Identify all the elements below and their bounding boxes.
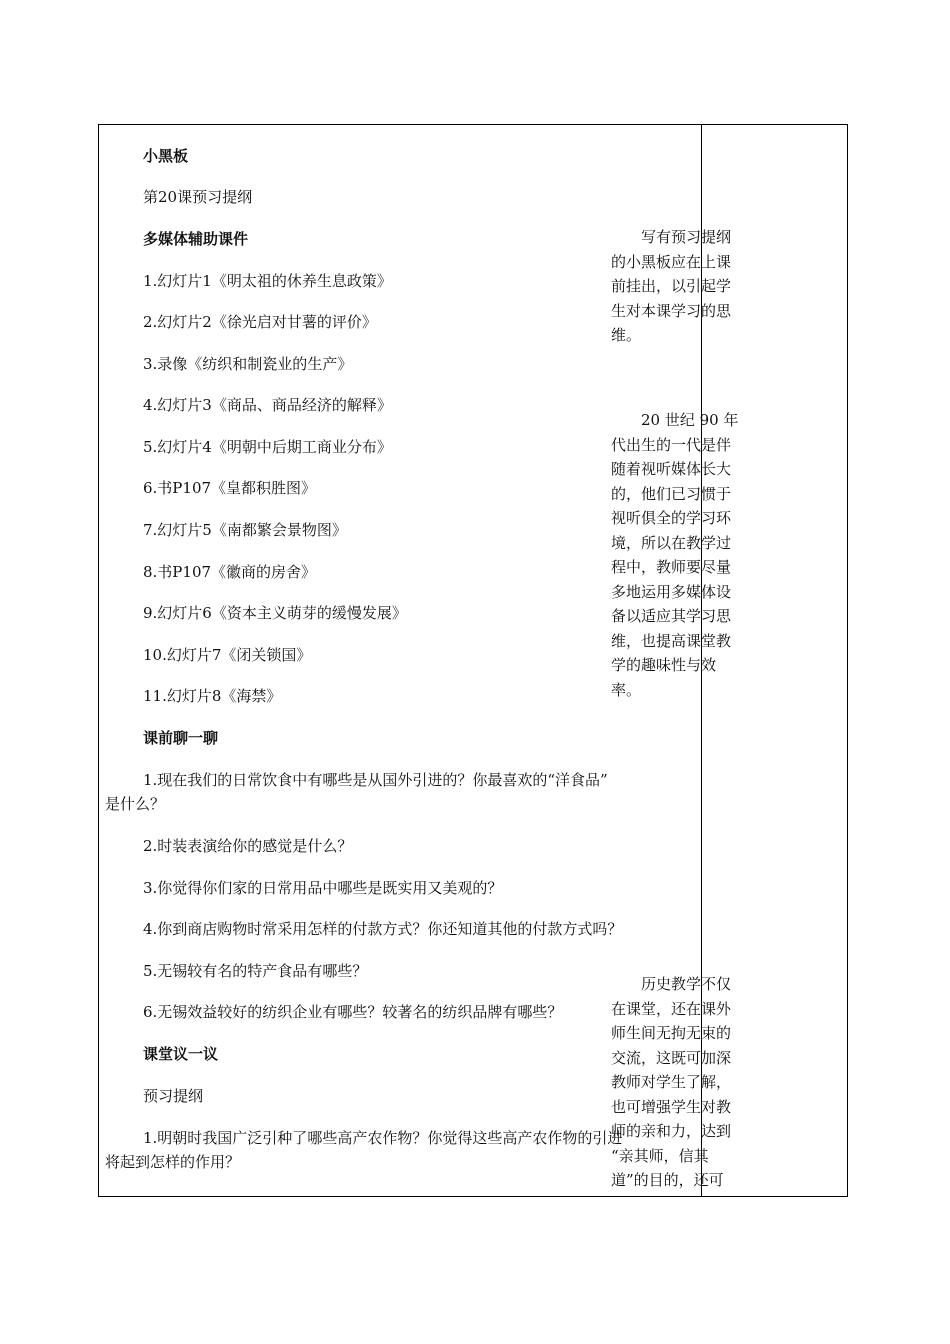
note-line: 交流，这既可加深 xyxy=(611,1048,732,1067)
note-line: 维，也提高课堂教 xyxy=(611,631,732,650)
heading-blackboard: 小黑板 xyxy=(143,147,189,165)
note-line: 学的趣味性与效 xyxy=(611,656,717,674)
note-line: “亲其师，信其 xyxy=(611,1146,709,1165)
side-note-blackboard xyxy=(611,225,748,348)
heading-classroom-discussion: 课堂议一议 xyxy=(143,1045,219,1063)
note-line: 前挂出，以引起学 xyxy=(611,277,732,295)
note-line: 在课堂，还在课外 xyxy=(611,999,732,1018)
note-line: 道”的目的，还可 xyxy=(611,1171,724,1189)
chat-question-4: 4.你到商店购物时常采用怎样的付款方式？你还知道其他的付款方式吗？ xyxy=(143,920,623,938)
chat-question-6: 6.无锡效益较好的纺织企业有哪些？较著名的纺织品牌有哪些？ xyxy=(143,1003,563,1021)
media-item: 1.幻灯片1《明太祖的休养生息政策》 xyxy=(143,272,392,290)
note-line: 的，他们已习惯于 xyxy=(611,484,732,503)
media-item: 7.幻灯片5《南都繁会景物图》 xyxy=(143,521,347,539)
note-line: 率。 xyxy=(611,680,642,699)
media-item: 4.幻灯片3《商品、商品经济的解释》 xyxy=(143,396,392,414)
chat-question-1-cont: 是什么？ xyxy=(105,795,166,813)
note-line: 师生间无拘无束的 xyxy=(611,1024,732,1042)
note-line: 生对本课学习的思 xyxy=(611,301,732,320)
note-line: 程中，教师要尽量 xyxy=(611,558,732,576)
media-item: 11.幻灯片8《海禁》 xyxy=(143,687,282,705)
note-line: 备以适应其学习思 xyxy=(611,607,732,625)
media-item: 2.幻灯片2《徐光启对甘薯的评价》 xyxy=(143,313,377,331)
media-item: 5.幻灯片4《明朝中后期工商业分布》 xyxy=(143,438,392,456)
side-note-history-teaching xyxy=(611,972,748,1193)
note-line: 境，所以在教学过 xyxy=(611,533,732,552)
outline-label: 预习提纲 xyxy=(143,1087,204,1105)
chat-question-5: 5.无锡较有名的特产食品有哪些？ xyxy=(143,962,368,980)
note-line: 历史教学不仅 xyxy=(641,975,732,993)
note-line: 随着视听媒体长大 xyxy=(611,460,732,478)
chat-question-2: 2.时装表演给你的感觉是什么？ xyxy=(143,837,353,855)
heading-multimedia: 多媒体辅助课件 xyxy=(143,230,249,248)
side-note-multimedia xyxy=(611,408,748,702)
media-item: 10.幻灯片7《闭关锁国》 xyxy=(143,646,312,664)
note-line: 代出生的一代是伴 xyxy=(611,435,732,454)
heading-prechat: 课前聊一聊 xyxy=(143,729,219,747)
media-item: 3.录像《纺织和制瓷业的生产》 xyxy=(143,355,353,373)
discuss-question-1-cont: 将起到怎样的作用？ xyxy=(105,1153,241,1171)
preview-outline-item: 第20课预习提纲 xyxy=(143,188,253,206)
note-line: 视听俱全的学习环 xyxy=(611,509,732,527)
discuss-question-1: 1.明朝时我国广泛引种了哪些高产农作物？你觉得这些高产农作物的引进 xyxy=(143,1129,623,1147)
media-item: 9.幻灯片6《资本主义萌芽的缓慢发展》 xyxy=(143,604,407,622)
media-item: 6.书P107《皇都积胜图》 xyxy=(143,479,317,497)
note-line: 20 世纪 90 年 xyxy=(641,411,739,429)
chat-question-3: 3.你觉得你们家的日常用品中哪些是既实用又美观的？ xyxy=(143,879,503,897)
note-line: 师的亲和力，达到 xyxy=(611,1122,732,1140)
note-line: 写有预习提纲 xyxy=(641,228,732,246)
chat-question-1: 1.现在我们的日常饮食中有哪些是从国外引进的？你最喜欢的“洋食品” xyxy=(143,771,608,789)
media-item: 8.书P107《徽商的房舍》 xyxy=(143,563,317,581)
note-line: 教师对学生了解， xyxy=(611,1073,732,1091)
note-line: 多地运用多媒体设 xyxy=(611,582,732,601)
note-line: 也可增强学生对教 xyxy=(611,1097,732,1116)
note-line: 的小黑板应在上课 xyxy=(611,252,732,271)
note-line: 维。 xyxy=(611,326,642,344)
